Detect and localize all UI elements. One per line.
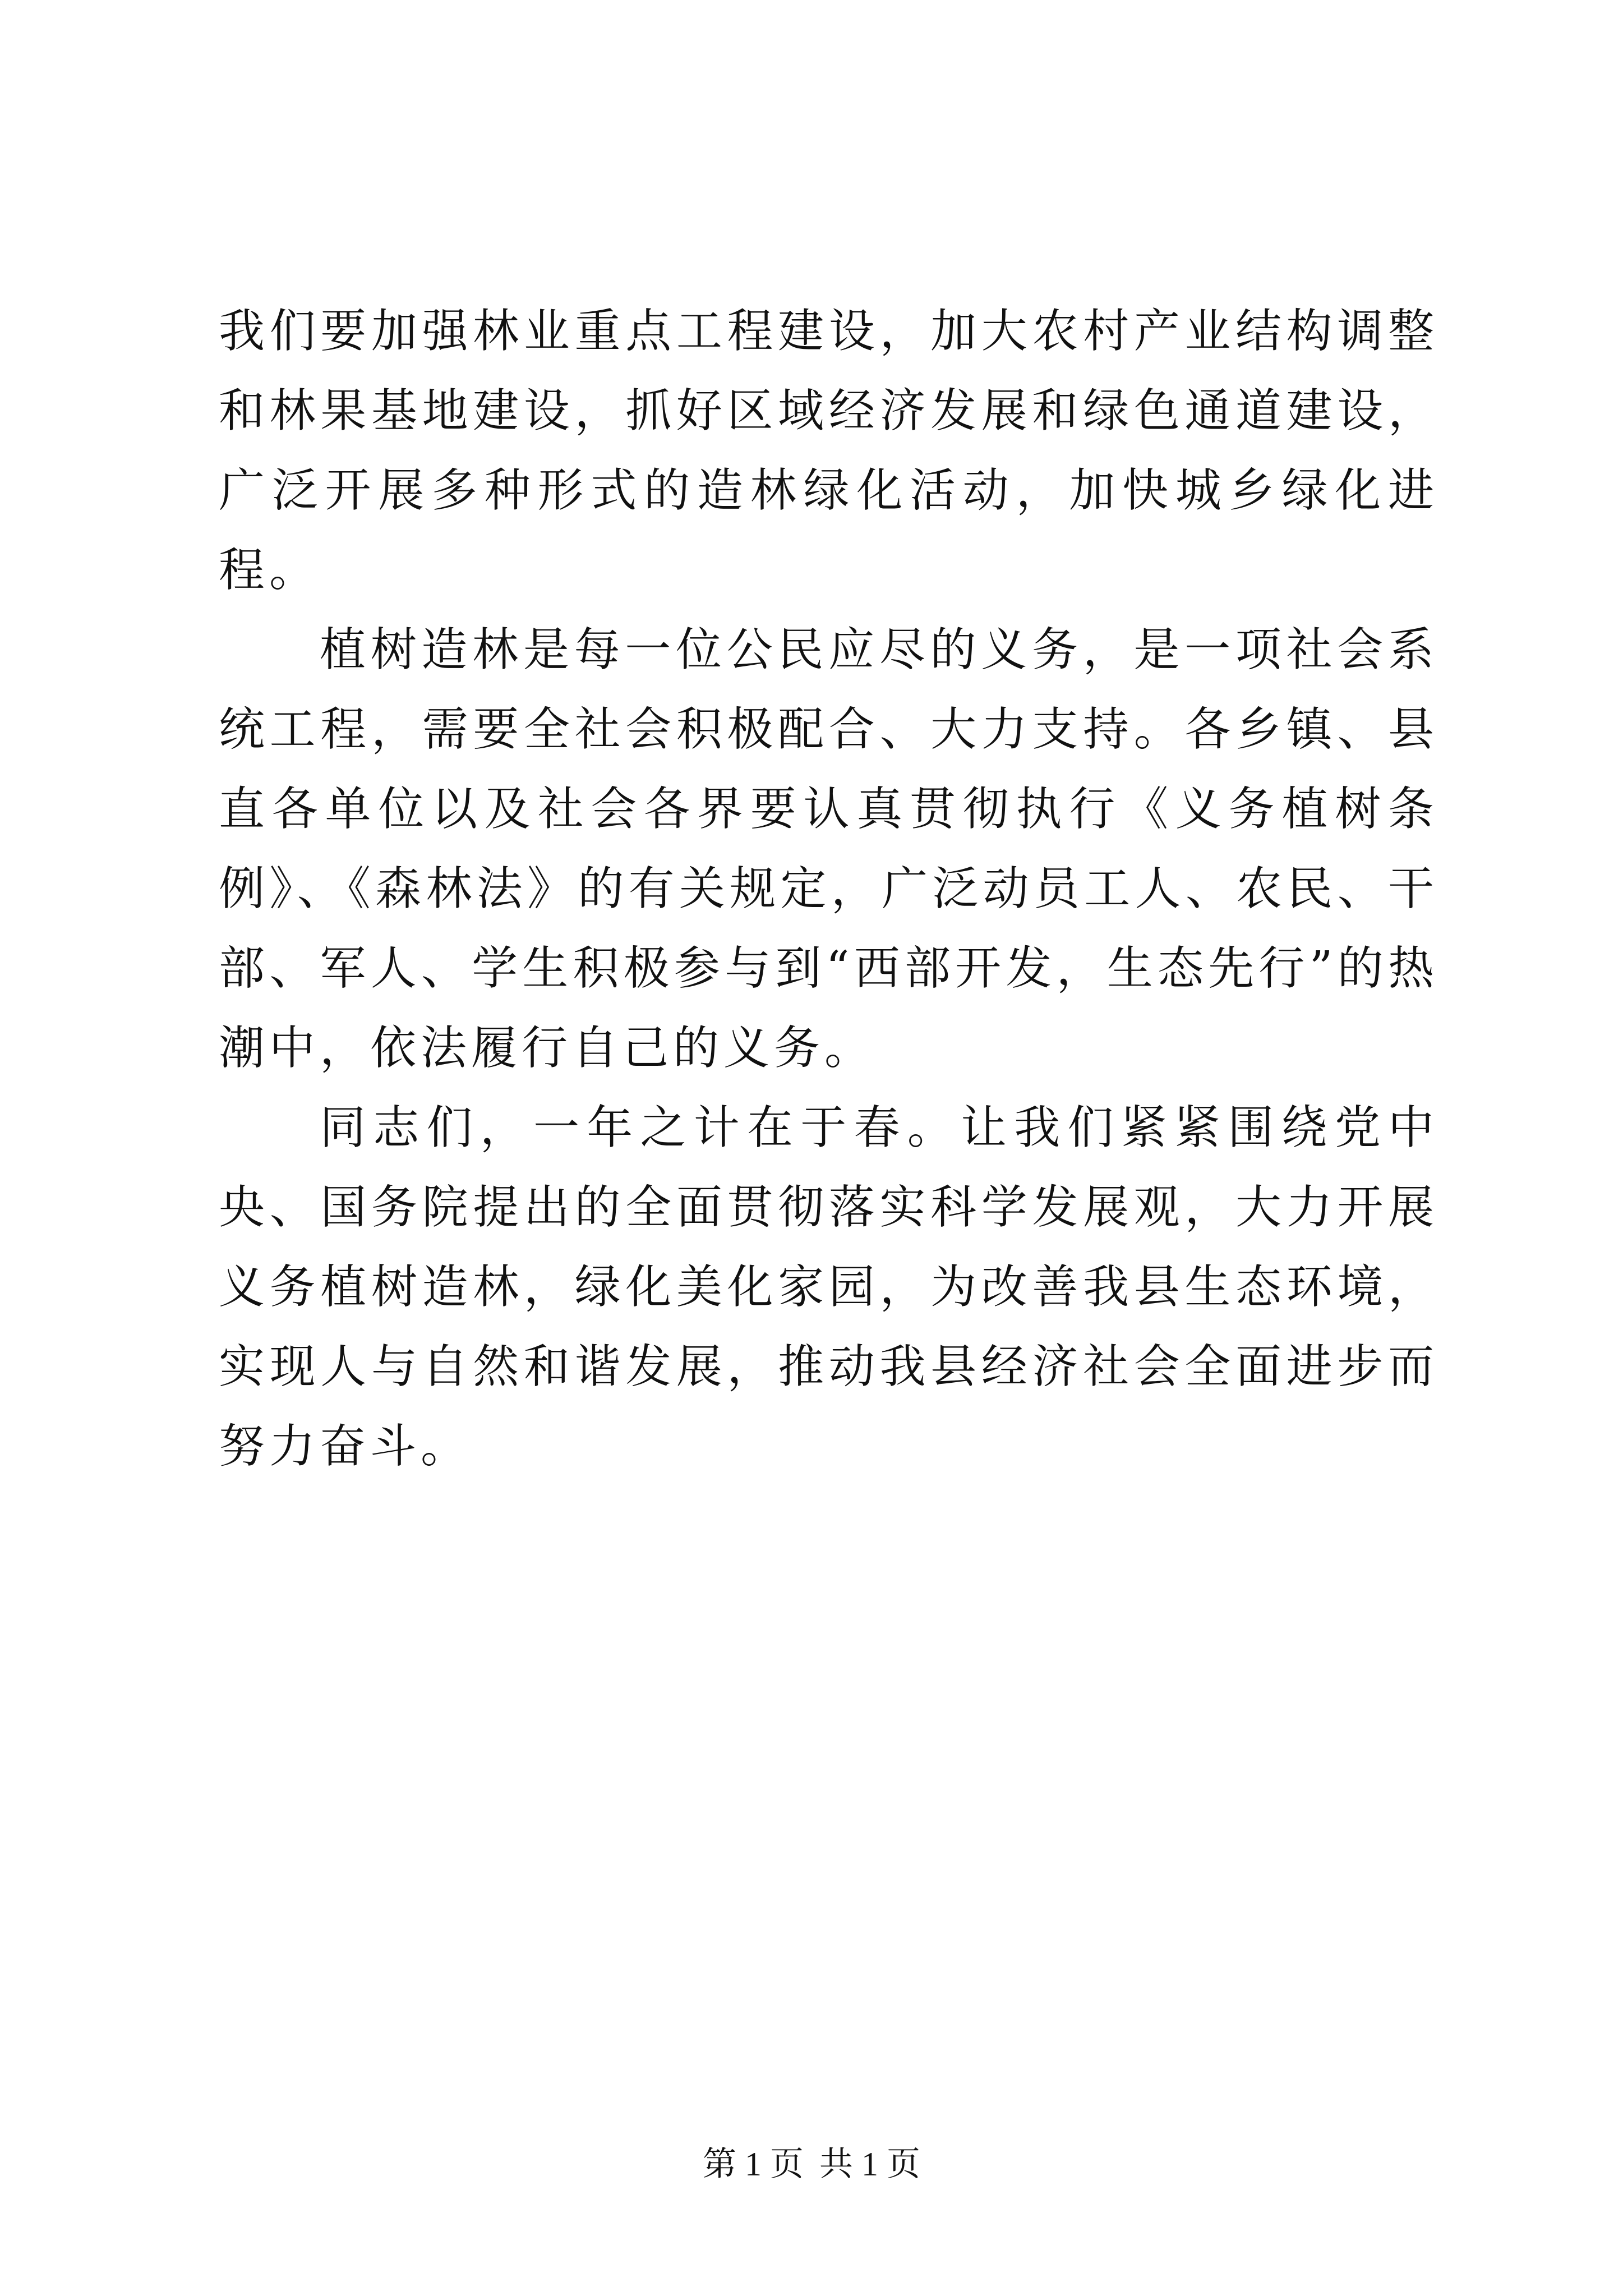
paragraph: 我们要加强林业重点工程建设，加大农村产业结构调整和林果基地建设，抓好区域经济发展和绿色通道建设，广泛开展多种形式的造林绿化活动，加快城乡绿化进程。 [219, 305, 1438, 597]
page-footer [0, 2142, 1623, 2187]
page-number-total: 共 1 页 [819, 2146, 920, 2183]
page-number-current: 第 1 页 [703, 2146, 804, 2183]
paragraph: 同志们，一年之计在于春。让我们紧紧围绕党中央、国务院提出的全面贯彻落实科学发展观，大力开展义务植树造林，绿化美化家园，为改善我县生态环境，实现人与自然和谐发展，推动我县经济社会全面进步而努力奋斗。 [219, 1101, 1438, 1473]
paragraph: 植树造林是每一位公民应尽的义务，是一项社会系统工程，需要全社会积极配合、大力支持。各乡镇、县直各单位以及社会各界要认真贯彻执行《义务植树条例》、《森林法》的有关规定，广泛动员工人、农民、干部、军人、学生积极参与到“西部开发，生态先行”的热潮中，依法履行自己的义务。 [219, 623, 1438, 1075]
document-body [219, 292, 1438, 1487]
